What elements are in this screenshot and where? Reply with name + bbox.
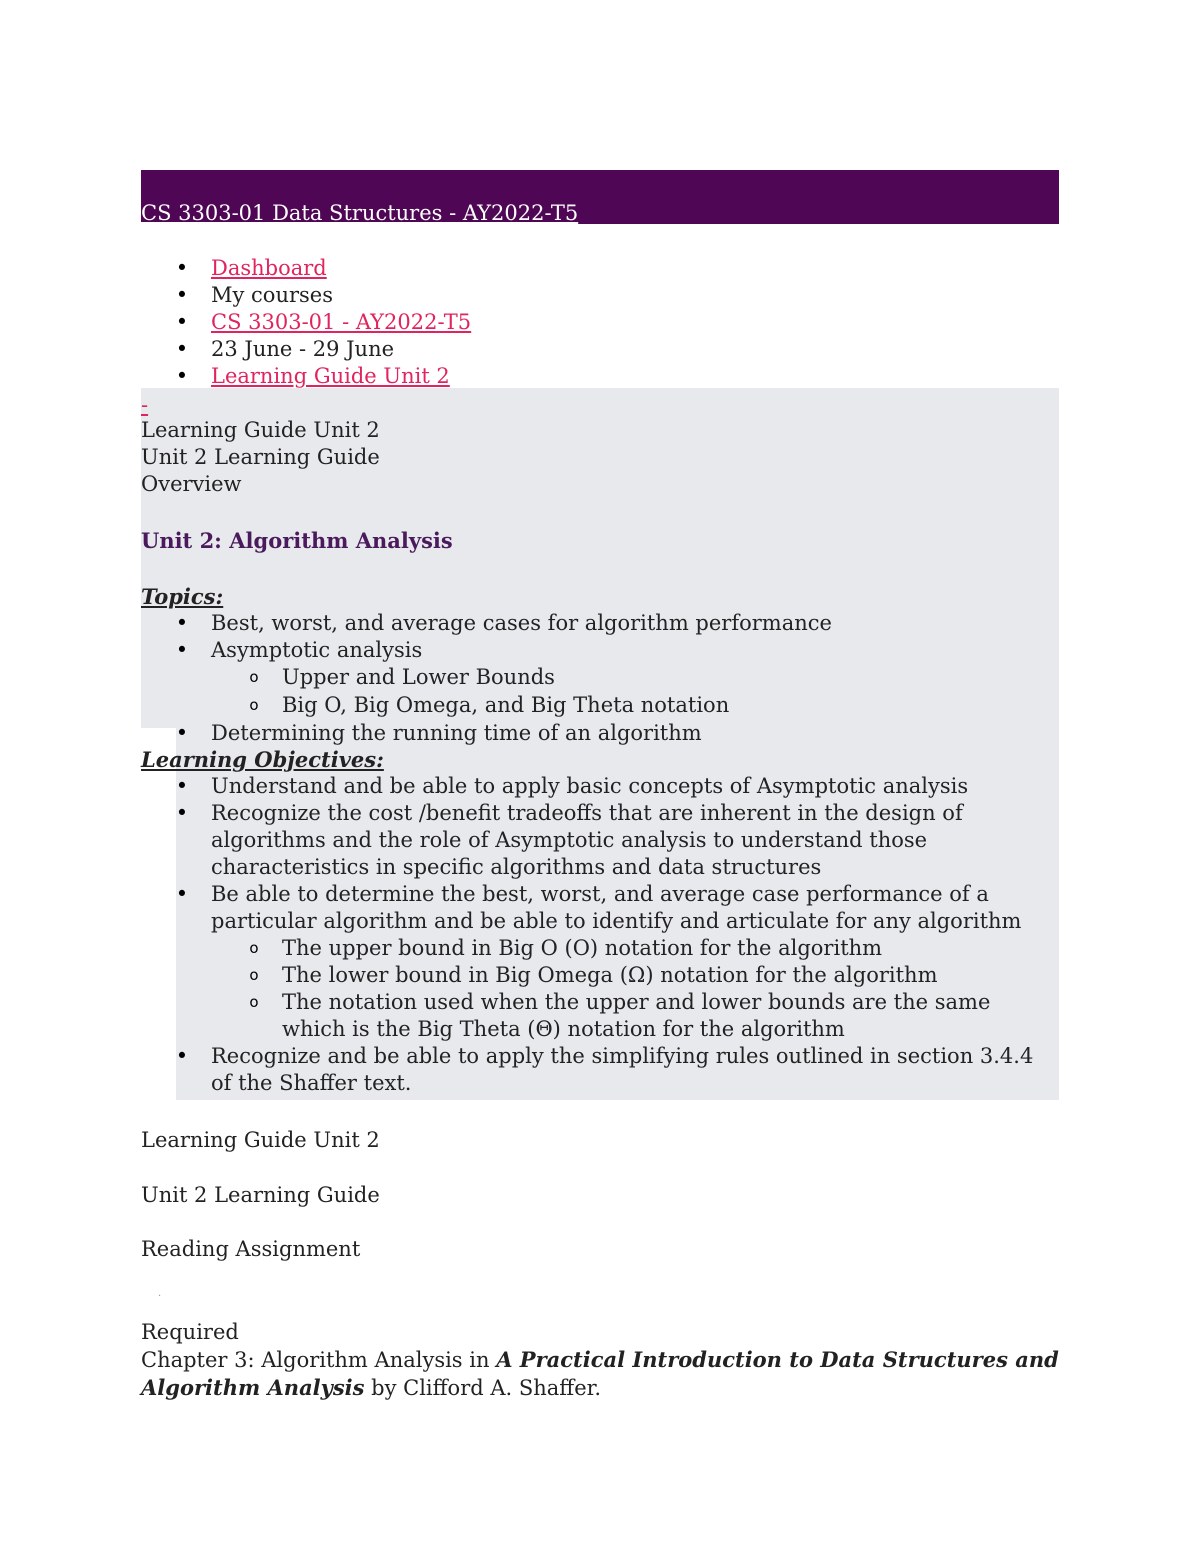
- topics-label: Topics:: [141, 584, 224, 609]
- topic-text: Asymptotic analysis: [211, 638, 423, 662]
- sub-bullet-icon: o: [249, 993, 259, 1011]
- breadcrumb-my-courses-label: My courses: [211, 283, 333, 307]
- bullet-icon: •: [175, 801, 189, 825]
- required-label: Required: [141, 1320, 239, 1344]
- section-overview-label: Overview: [141, 472, 242, 496]
- bullet-icon: •: [175, 310, 189, 334]
- bullet-icon: •: [175, 638, 189, 662]
- breadcrumb: [141, 255, 471, 390]
- sub-list-item: [141, 989, 1059, 1043]
- reading-assignment-label: Reading Assignment: [141, 1237, 361, 1261]
- list-item: [141, 637, 832, 664]
- citation-prefix: Chapter 3: Algorithm Analysis in: [141, 1348, 497, 1372]
- sub-topic-text: Big O, Big Omega, and Big Theta notation: [282, 693, 730, 717]
- separator-dot: ·: [158, 1291, 162, 1302]
- topic-text: Determining the running time of an algorithm: [211, 721, 702, 745]
- bullet-icon: •: [175, 337, 189, 361]
- page-title: Learning Guide Unit 2: [141, 418, 380, 442]
- bullet-icon: •: [175, 721, 189, 745]
- breadcrumb-week-label: 23 June - 29 June: [211, 337, 395, 361]
- breadcrumb-item-course[interactable]: [141, 309, 471, 336]
- sub-bullet-icon: o: [249, 668, 259, 686]
- sub-list-item: [141, 664, 832, 692]
- unit-heading: Unit 2: Algorithm Analysis: [141, 528, 453, 553]
- book-title: A Practical Introduction to Data Structures and Algorithm Analysis: [141, 1347, 1059, 1400]
- lower-title: Learning Guide Unit 2: [141, 1128, 380, 1152]
- objectives-list: [141, 773, 1059, 1097]
- breadcrumb-learning-guide-link[interactable]: Learning Guide Unit 2: [211, 364, 450, 388]
- breadcrumb-item-week: [141, 336, 471, 363]
- list-item: [141, 720, 832, 747]
- sub-topic-text: Upper and Lower Bounds: [282, 665, 555, 689]
- objective-text: Recognize the cost /benefit tradeoffs that are inherent in the design of algorithms and the role of Asymptotic analysis to understand those characteristics in specific algorithms and data structures: [211, 801, 963, 879]
- bullet-icon: •: [175, 1044, 189, 1068]
- bullet-icon: •: [175, 256, 189, 280]
- bullet-icon: •: [175, 774, 189, 798]
- objective-text: Be able to determine the best, worst, and average case performance of a particular algorithm and be able to identify and articulate for any algorithm: [211, 882, 1022, 933]
- topics-list: [141, 610, 832, 747]
- citation-author: by Clifford A. Shaffer.: [364, 1376, 602, 1400]
- lower-subtitle: Unit 2 Learning Guide: [141, 1183, 380, 1207]
- sub-objective-text: The notation used when the upper and lower bounds are the same which is the Big Theta (Θ) notation for the algorithm: [282, 990, 991, 1041]
- bullet-icon: •: [175, 882, 189, 906]
- objective-text: Understand and be able to apply basic concepts of Asymptotic analysis: [211, 774, 969, 798]
- topic-text: Best, worst, and average cases for algorithm performance: [211, 611, 832, 635]
- list-item: [141, 773, 1059, 800]
- bullet-icon: •: [175, 611, 189, 635]
- sub-bullet-icon: o: [249, 939, 259, 957]
- list-item: [141, 881, 1059, 935]
- sub-list: [141, 664, 832, 720]
- breadcrumb-item-my-courses: [141, 282, 471, 309]
- breadcrumb-item-dashboard[interactable]: [141, 255, 471, 282]
- objective-text: Recognize and be able to apply the simplifying rules outlined in section 3.4.4 of the Shaffer text.: [211, 1044, 1034, 1095]
- list-item: [141, 610, 832, 637]
- sub-list: [141, 935, 1059, 1043]
- bullet-icon: •: [175, 283, 189, 307]
- sub-list-wrapper: [141, 664, 832, 720]
- sub-list-item: [141, 935, 1059, 962]
- sub-bullet-icon: o: [249, 696, 259, 714]
- sub-list-item: [141, 962, 1059, 989]
- dash-link[interactable]: -: [141, 393, 149, 417]
- list-item: [141, 1043, 1059, 1097]
- breadcrumb-course-link[interactable]: CS 3303-01 - AY2022-T5: [211, 310, 472, 334]
- page-subtitle: Unit 2 Learning Guide: [141, 445, 380, 469]
- course-title-link[interactable]: CS 3303-01 Data Structures - AY2022-T5: [141, 201, 579, 225]
- breadcrumb-dashboard-link[interactable]: Dashboard: [211, 256, 327, 280]
- page-header: [141, 417, 380, 498]
- sub-bullet-icon: o: [249, 966, 259, 984]
- list-item: [141, 800, 1059, 881]
- breadcrumb-item-learning-guide[interactable]: [141, 363, 471, 390]
- sub-list-item: [141, 692, 832, 720]
- bullet-icon: •: [175, 364, 189, 388]
- objectives-label: Learning Objectives:: [141, 747, 384, 772]
- sub-objective-text: The upper bound in Big O (O) notation for the algorithm: [282, 936, 883, 960]
- reading-citation: [141, 1346, 1059, 1402]
- sub-objective-text: The lower bound in Big Omega (Ω) notation for the algorithm: [282, 963, 938, 987]
- sub-list-wrapper: [141, 935, 1059, 1043]
